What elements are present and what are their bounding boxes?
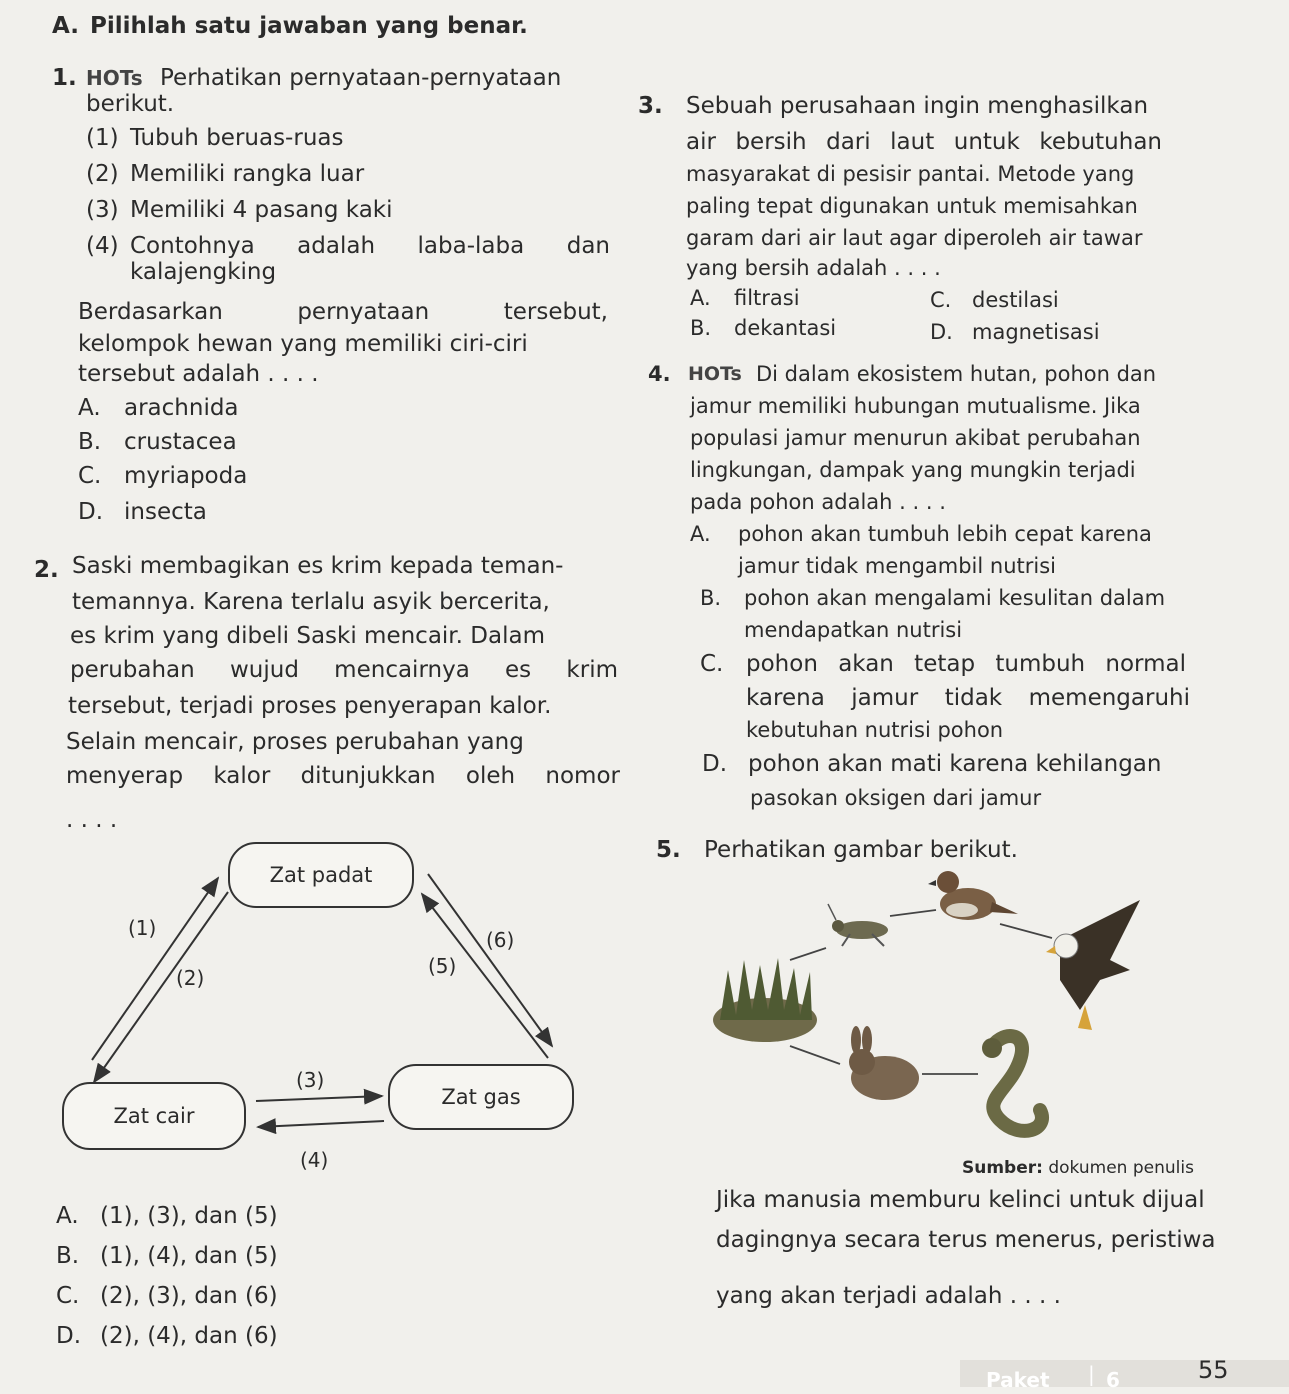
- option-text: myriapoda: [124, 463, 248, 489]
- option-text: pohon akan mati karena kehilangan: [748, 751, 1162, 777]
- statement-text: kalajengking: [130, 259, 277, 285]
- option-key: C.: [700, 651, 724, 677]
- question-text: Perhatikan pernyataan-pernyataan: [160, 65, 562, 91]
- question-text: masyarakat di pesisir pantai. Metode yang: [686, 162, 1135, 186]
- question-text: pada pohon adalah . . . .: [690, 490, 946, 514]
- question-text: dagingnya secara terus menerus, peristiwa: [716, 1227, 1216, 1253]
- source-value: dokumen penulis: [1048, 1158, 1194, 1178]
- question-number: 3.: [638, 93, 663, 119]
- arrow-label: (6): [486, 928, 515, 952]
- statement-number: (1): [86, 125, 119, 151]
- question-text: Sebuah perusahaan ingin menghasilkan: [686, 93, 1149, 119]
- question-number: 2.: [34, 557, 59, 583]
- hots-badge: HOTs: [86, 66, 143, 90]
- arrow-label: (5): [428, 954, 457, 978]
- option-key: A.: [690, 522, 711, 546]
- option-text: pohon akan mengalami kesulitan dalam: [744, 586, 1166, 610]
- question-text: perubahan wujud mencairnya es krim: [70, 657, 618, 683]
- question-text: air bersih dari laut untuk kebutuhan: [686, 129, 1162, 155]
- source-label: Sumber:: [962, 1158, 1043, 1178]
- statement-text: Tubuh beruas-ruas: [130, 125, 344, 151]
- question-text: menyerap kalor ditunjukkan oleh nomor: [66, 763, 620, 789]
- arrow-label: (2): [176, 966, 205, 990]
- statement-text: Memiliki rangka luar: [130, 161, 365, 187]
- page-number: 55: [1198, 1356, 1229, 1384]
- gas-state-box: Zat gas: [388, 1064, 574, 1130]
- food-web-arrows: [790, 910, 1052, 1074]
- sparrow-icon: [928, 871, 1018, 920]
- option-text: (2), (3), dan (6): [100, 1283, 278, 1309]
- footer-label: Paket: [986, 1368, 1050, 1392]
- question-text: berikut.: [86, 91, 175, 117]
- grass-icon: [713, 958, 817, 1042]
- option-key: B.: [690, 316, 712, 340]
- question-text: Perhatikan gambar berikut.: [704, 837, 1018, 863]
- question-stem: kelompok hewan yang memiliki ciri-ciri: [78, 331, 528, 357]
- option-text: filtrasi: [734, 286, 800, 310]
- arrow-3: [256, 1096, 382, 1101]
- option-text: destilasi: [972, 288, 1059, 312]
- statement-text: Contohnya adalah laba-laba dan: [130, 233, 610, 259]
- question-text: yang bersih adalah . . . .: [686, 256, 941, 280]
- statement-number: (2): [86, 161, 119, 187]
- arrow-4: [258, 1121, 384, 1127]
- question-number: 4.: [648, 362, 671, 386]
- snake-icon: [982, 1036, 1042, 1131]
- footer-grade: 6: [1106, 1368, 1120, 1392]
- question-text: yang akan terjadi adalah . . . .: [716, 1283, 1061, 1309]
- liquid-state-box: Zat cair: [62, 1082, 246, 1150]
- statement-text: Memiliki 4 pasang kaki: [130, 197, 393, 223]
- statement-number: (3): [86, 197, 119, 223]
- option-key: A.: [78, 395, 101, 421]
- option-text: crustacea: [124, 429, 237, 455]
- grasshopper-icon: [828, 904, 888, 946]
- question-text: jamur memiliki hubungan mutualisme. Jika: [690, 394, 1141, 418]
- question-stem: Berdasarkan pernyataan tersebut,: [78, 299, 608, 325]
- question-text: Selain mencair, proses perubahan yang: [66, 729, 524, 755]
- arrow-2: [94, 892, 228, 1082]
- question-text: Di dalam ekosistem hutan, pohon dan: [756, 362, 1157, 386]
- option-text: (1), (3), dan (5): [100, 1203, 278, 1229]
- option-text: (1), (4), dan (5): [100, 1243, 278, 1269]
- option-text: pasokan oksigen dari jamur: [750, 786, 1042, 810]
- question-text: tersebut, terjadi proses penyerapan kalor.: [68, 693, 552, 719]
- option-text: jamur tidak mengambil nutrisi: [738, 554, 1056, 578]
- question-text: lingkungan, dampak yang mungkin terjadi: [690, 458, 1136, 482]
- question-text: populasi jamur menurun akibat perubahan: [690, 426, 1141, 450]
- hots-badge: HOTs: [688, 363, 742, 385]
- option-key: C.: [56, 1283, 80, 1309]
- section-letter: A.: [52, 13, 79, 39]
- question-text: temannya. Karena terlalu asyik bercerita,: [72, 589, 550, 615]
- arrow-label: (4): [300, 1148, 329, 1172]
- question-stem: tersebut adalah . . . .: [78, 361, 319, 387]
- question-text: Saski membagikan es krim kepada teman-: [72, 553, 564, 579]
- option-key: A.: [690, 286, 711, 310]
- option-key: D.: [702, 751, 728, 777]
- option-text: (2), (4), dan (6): [100, 1323, 278, 1349]
- option-text: pohon akan tumbuh lebih cepat karena: [738, 522, 1152, 546]
- question-text: Jika manusia memburu kelinci untuk dijual: [716, 1187, 1205, 1213]
- question-text: . . . .: [66, 807, 118, 833]
- option-key: B.: [78, 429, 102, 455]
- option-text: magnetisasi: [972, 320, 1100, 344]
- rabbit-icon: [849, 1026, 919, 1100]
- arrow-label: (3): [296, 1068, 325, 1092]
- arrow-label: (1): [128, 916, 157, 940]
- option-key: C.: [78, 463, 102, 489]
- question-text: garam dari air laut agar diperoleh air tawar: [686, 226, 1143, 250]
- food-web-image: [700, 860, 1170, 1160]
- statement-number: (4): [86, 233, 119, 259]
- section-instruction: Pilihlah satu jawaban yang benar.: [90, 13, 528, 39]
- question-text: es krim yang dibeli Saski mencair. Dalam: [70, 623, 545, 649]
- option-key: D.: [78, 499, 104, 525]
- option-key: B.: [700, 586, 722, 610]
- option-text: pohon akan tetap tumbuh normal: [746, 651, 1186, 677]
- question-text: paling tepat digunakan untuk memisahkan: [686, 194, 1138, 218]
- option-text: insecta: [124, 499, 207, 525]
- solid-state-box: Zat padat: [228, 842, 414, 908]
- option-key: A.: [56, 1203, 79, 1229]
- footer-divider: |: [1088, 1362, 1095, 1386]
- option-key: D.: [930, 320, 953, 344]
- option-text: kebutuhan nutrisi pohon: [746, 718, 1004, 742]
- question-number: 1.: [52, 65, 77, 91]
- option-text: mendapatkan nutrisi: [744, 618, 963, 642]
- option-key: C.: [930, 288, 952, 312]
- option-text: dekantasi: [734, 316, 837, 340]
- option-text: karena jamur tidak memengaruhi: [746, 685, 1190, 711]
- option-text: arachnida: [124, 395, 239, 421]
- question-number: 5.: [656, 837, 681, 863]
- option-key: D.: [56, 1323, 82, 1349]
- eagle-icon: [1046, 900, 1140, 1030]
- option-key: B.: [56, 1243, 80, 1269]
